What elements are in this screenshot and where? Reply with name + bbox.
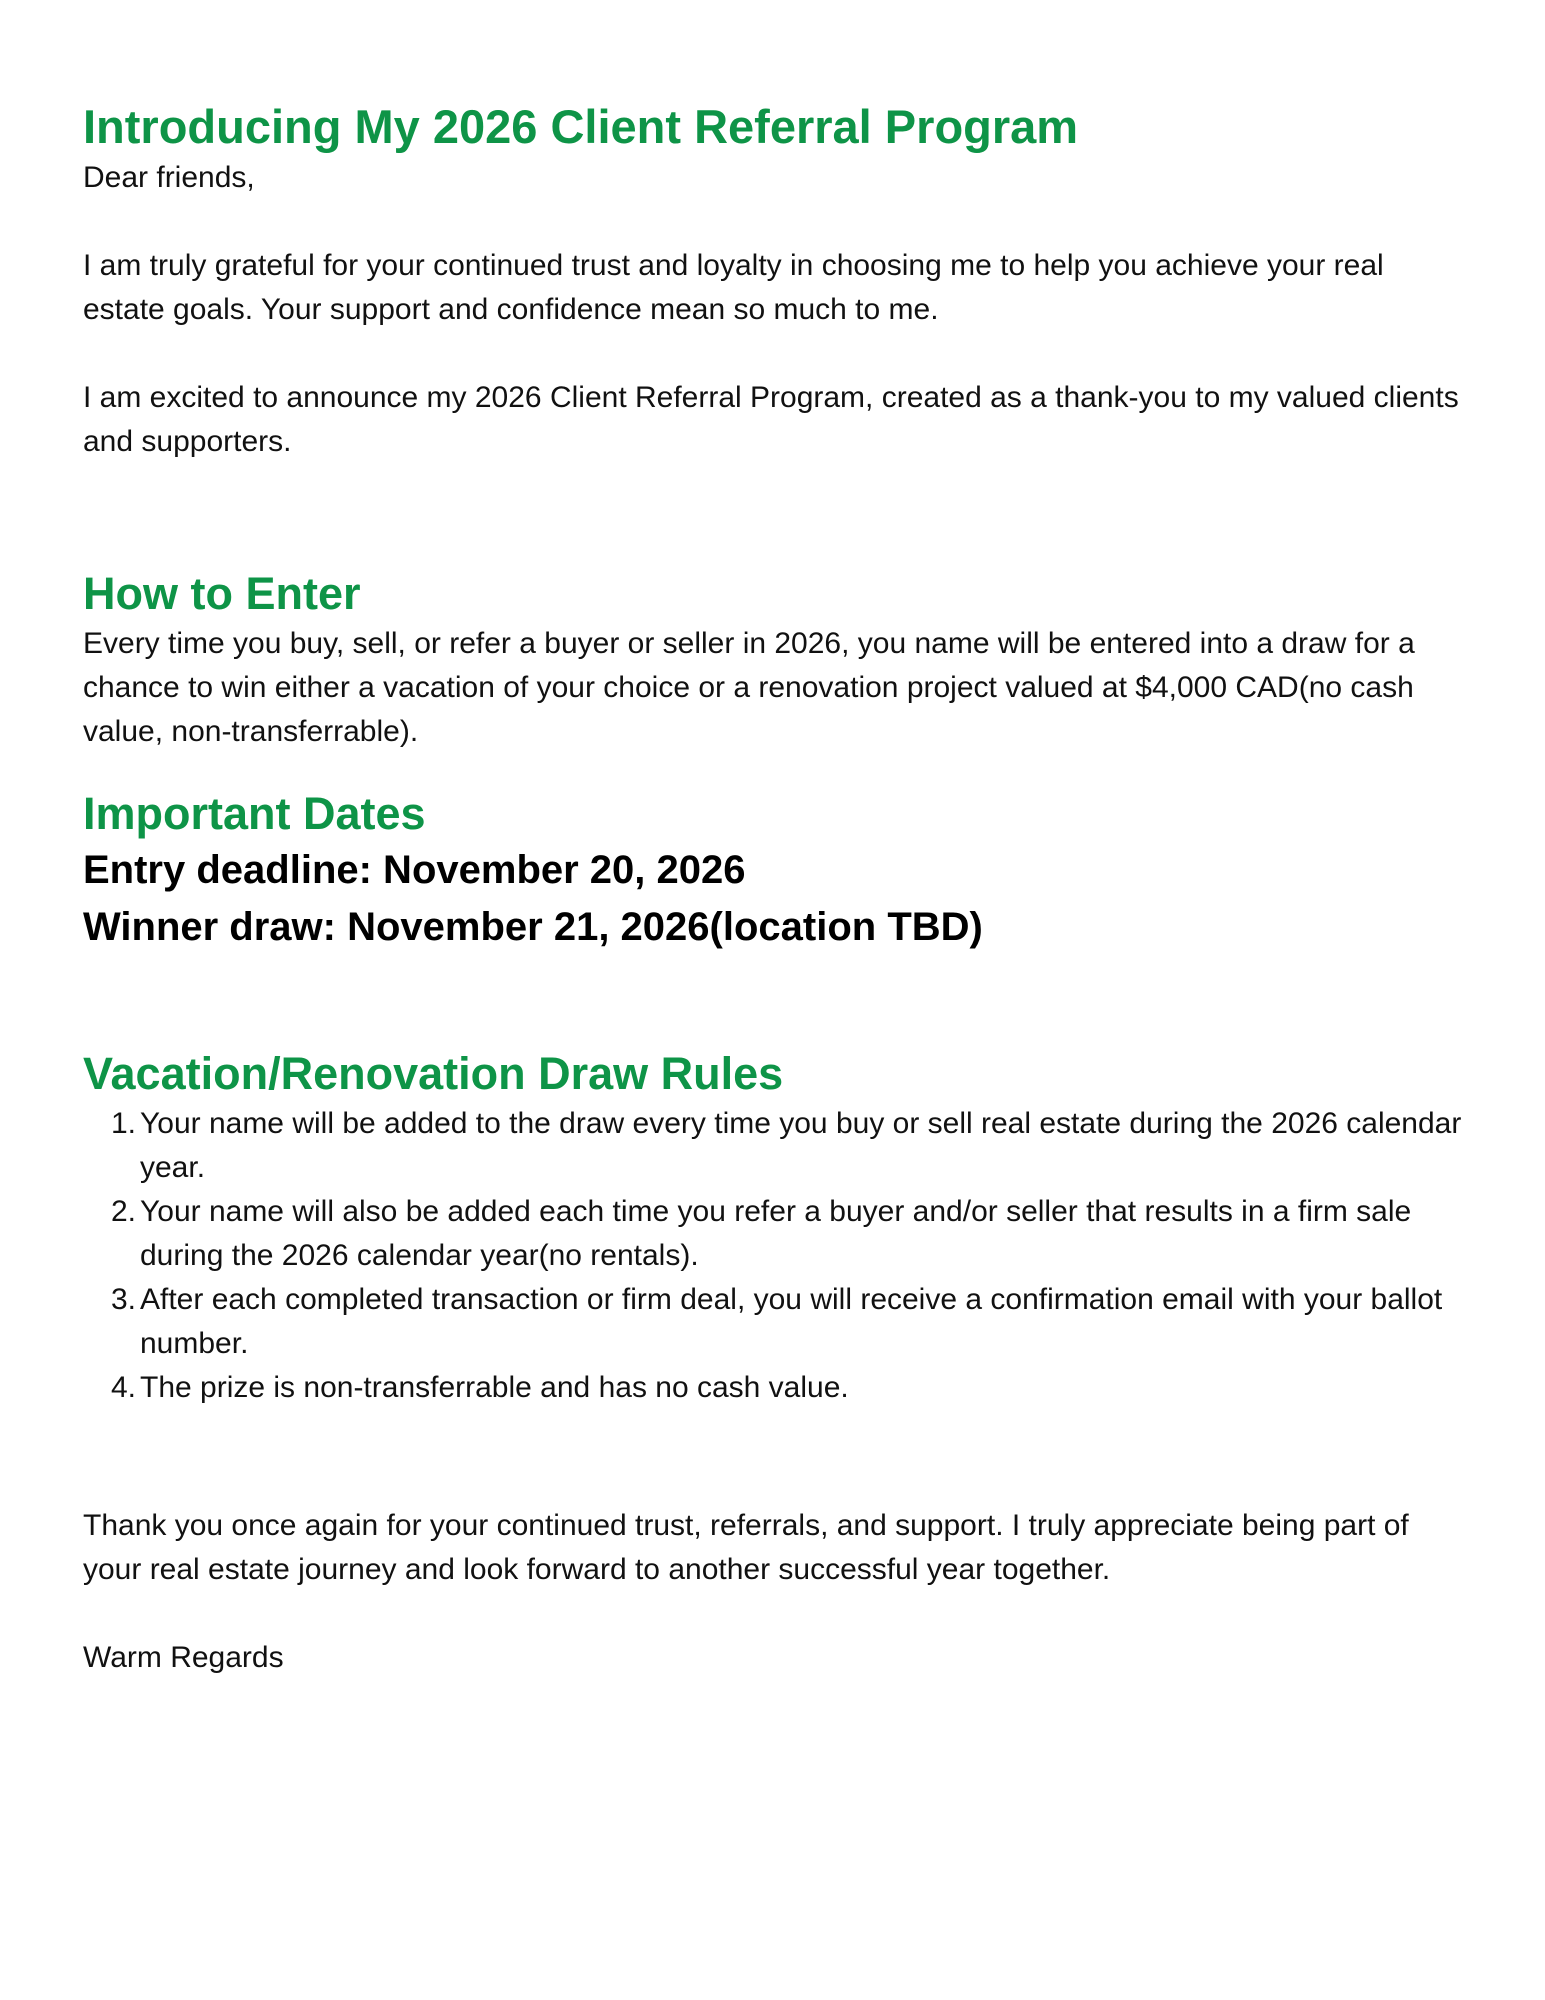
intro-paragraph-1: I am truly grateful for your continued trust and loyalty in choosing me to help you achieve your real estate goals. Your support and confidence mean so much to me. <box>83 249 1384 326</box>
list-item-number: 1. <box>110 1107 136 1140</box>
list-item-number: 4. <box>110 1371 136 1404</box>
list-item-text: Your name will be added to the draw every time you buy or sell real estate during the 2026 calendar year. <box>140 1107 1462 1184</box>
closing-thanks: Thank you once again for your continued trust, referrals, and support. I truly appreciate being part of your real estate journey and look forward to another successful year together. <box>83 1509 1409 1586</box>
how-to-enter-body: Every time you buy, sell, or refer a buyer or seller in 2026, you name will be entered into a draw for a chance to win either a vacation of your choice or a renovation project valued at $4,000 CAD(no cash value, non-transferrable). <box>83 627 1415 748</box>
winner-draw-date: Winner draw: November 21, 2026(location TBD) <box>83 905 983 949</box>
list-item-number: 2. <box>110 1195 136 1228</box>
list-item <box>83 1366 1473 1410</box>
list-item-text: After each completed transaction or firm deal, you will receive a confirmation email with your ballot number. <box>140 1283 1443 1360</box>
page-title: Introducing My 2026 Client Referral Program <box>83 100 1079 153</box>
draw-rules-heading: Vacation/Renovation Draw Rules <box>83 1048 784 1099</box>
important-dates-heading: Important Dates <box>83 788 426 839</box>
list-item-text: The prize is non-transferrable and has no cash value. <box>140 1371 849 1404</box>
signoff: Warm Regards <box>83 1641 284 1674</box>
list-item <box>83 1102 1473 1190</box>
list-item <box>83 1190 1473 1278</box>
list-item-number: 3. <box>110 1283 136 1316</box>
list-item <box>83 1278 1473 1366</box>
entry-deadline: Entry deadline: November 20, 2026 <box>83 848 746 892</box>
list-item-text: Your name will also be added each time you refer a buyer and/or seller that results in a firm sale during the 2026 calendar year(no rentals). <box>140 1195 1412 1272</box>
letter-document <box>83 98 1473 1680</box>
how-to-enter-heading: How to Enter <box>83 568 361 619</box>
greeting: Dear friends, <box>83 161 255 194</box>
intro-paragraph-2: I am excited to announce my 2026 Client Referral Program, created as a thank-you to my valued clients and supporters. <box>83 381 1459 458</box>
draw-rules-list <box>83 1102 1473 1410</box>
